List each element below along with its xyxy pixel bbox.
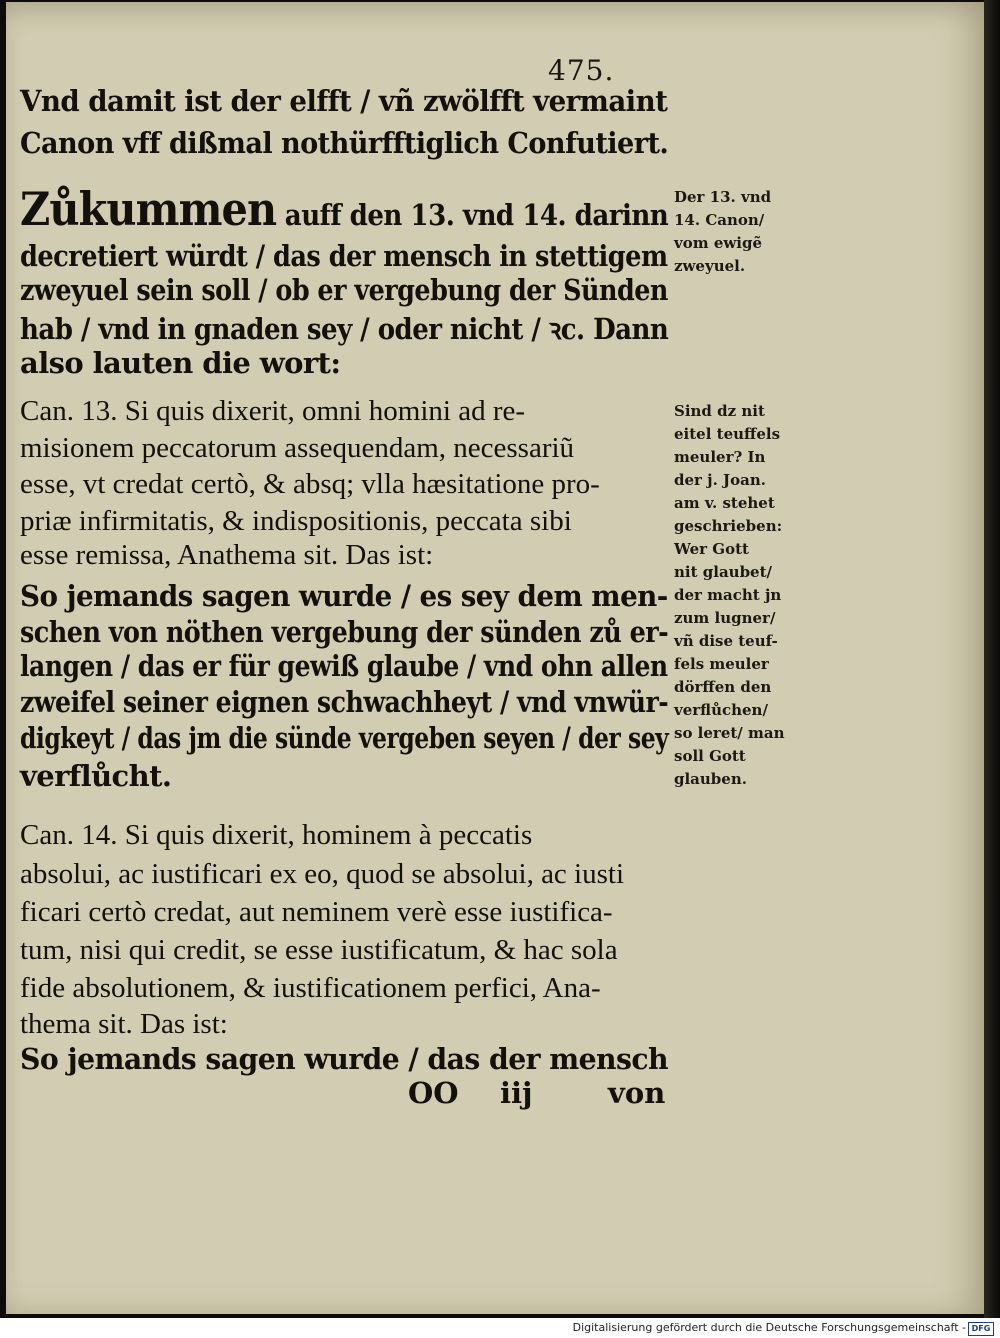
text-line: ficari certò credat, aut neminem verè esse iustifica- xyxy=(20,896,613,928)
folio-mark: iij xyxy=(500,1076,533,1110)
text-line: Canon vff dißmal nothürfftiglich Confutiert. xyxy=(20,126,669,160)
text-line: Can. 14. Si quis dixerit, hominem à peccatis xyxy=(20,819,533,851)
margin-note-line: der j. Joan. xyxy=(674,471,766,489)
margin-note xyxy=(674,186,794,278)
text-line: absolui, ac iustificari ex eo, quod se absolui, ac iusti xyxy=(20,858,625,890)
margin-note-line: zweyuel. xyxy=(674,257,746,275)
margin-note-line: meuler? In xyxy=(674,448,766,466)
margin-note xyxy=(674,400,794,791)
footer-bar xyxy=(0,1318,1000,1338)
text-line: hab / vnd in gnaden sey / oder nicht / ꝛc. Dann xyxy=(20,312,669,346)
page-number: 475. xyxy=(548,54,615,87)
text-line: misionem peccatorum assequendam, necessariũ xyxy=(20,432,575,464)
margin-note-line: dörffen den xyxy=(674,678,772,696)
margin-note-line: der macht jn xyxy=(674,586,782,604)
text-line: Can. 13. Si quis dixerit, omni homini ad re- xyxy=(20,395,526,427)
text-line: zweyuel sein soll / ob er vergebung der Sünden xyxy=(20,273,668,307)
text-line: decretiert würdt / das der mensch in stettigem xyxy=(20,239,668,273)
text-line: priæ infirmitatis, & indispositionis, peccata sibi xyxy=(20,505,572,537)
text-line: Vnd damit ist der elfft / vñ zwölfft vermaint xyxy=(20,84,668,118)
text-line: esse, vt credat certò, & absq; vlla hæsitatione pro- xyxy=(20,468,600,500)
page-edge-shadow xyxy=(984,0,1000,1318)
initial-word: Zůkummen xyxy=(20,182,277,236)
text-line: esse remissa, Anathema sit. Das ist: xyxy=(20,539,434,571)
margin-note-line: glauben. xyxy=(674,770,747,788)
margin-note-line: so leret/ man xyxy=(674,724,785,742)
text-line-rest: auff den 13. vnd 14. darinn xyxy=(276,198,669,232)
margin-note-line: fels meuler xyxy=(674,655,769,673)
text-line: fide absolutionem, & iustificationem perfici, Ana- xyxy=(20,972,601,1004)
text-line: So jemands sagen wurde / das der mensch xyxy=(20,1042,669,1076)
margin-note-line: vñ dise teuf- xyxy=(674,632,778,650)
margin-note-line: verflůchen/ xyxy=(674,701,768,719)
text-line: thema sit. Das ist: xyxy=(20,1008,228,1040)
text-line: verflůcht. xyxy=(20,759,172,793)
margin-note-line: zum lugner/ xyxy=(674,609,776,627)
margin-note-line: vom ewigẽ xyxy=(674,234,763,252)
text-line: schen von nöthen vergebung der sünden zů er- xyxy=(20,615,669,649)
margin-note-line: soll Gott xyxy=(674,747,746,765)
margin-note-line: Sind dz nit xyxy=(674,402,765,420)
signature-mark: OO xyxy=(408,1076,459,1110)
text-line: also lauten die wort: xyxy=(20,346,341,380)
margin-note-line: 14. Canon/ xyxy=(674,211,765,229)
margin-note-line: Wer Gott xyxy=(674,540,749,558)
text-line: zweifel seiner eignen schwachheyt / vnd vnwür- xyxy=(20,685,669,719)
text-line: tum, nisi qui credit, se esse iustificatum, & hac sola xyxy=(20,934,618,966)
dfg-logo: DFG xyxy=(968,1322,994,1336)
footer-credit: Digitalisierung gefördert durch die Deutsche Forschungsgemeinschaft - xyxy=(572,1321,966,1334)
book-page xyxy=(6,2,984,1314)
text-line: digkeyt / das jm die sünde vergeben seyen / der sey xyxy=(20,721,669,755)
text-line xyxy=(20,182,668,236)
margin-note-line: Der 13. vnd xyxy=(674,188,772,206)
text-line: langen / das er für gewiß glaube / vnd ohn allen xyxy=(20,649,668,683)
margin-note-line: am v. stehet xyxy=(674,494,775,512)
catchword: von xyxy=(608,1076,666,1110)
margin-note-line: geschrieben: xyxy=(674,517,783,535)
text-line: So jemands sagen wurde / es sey dem men- xyxy=(20,579,668,613)
margin-note-line: nit glaubet/ xyxy=(674,563,773,581)
margin-note-line: eitel teuffels xyxy=(674,425,781,443)
